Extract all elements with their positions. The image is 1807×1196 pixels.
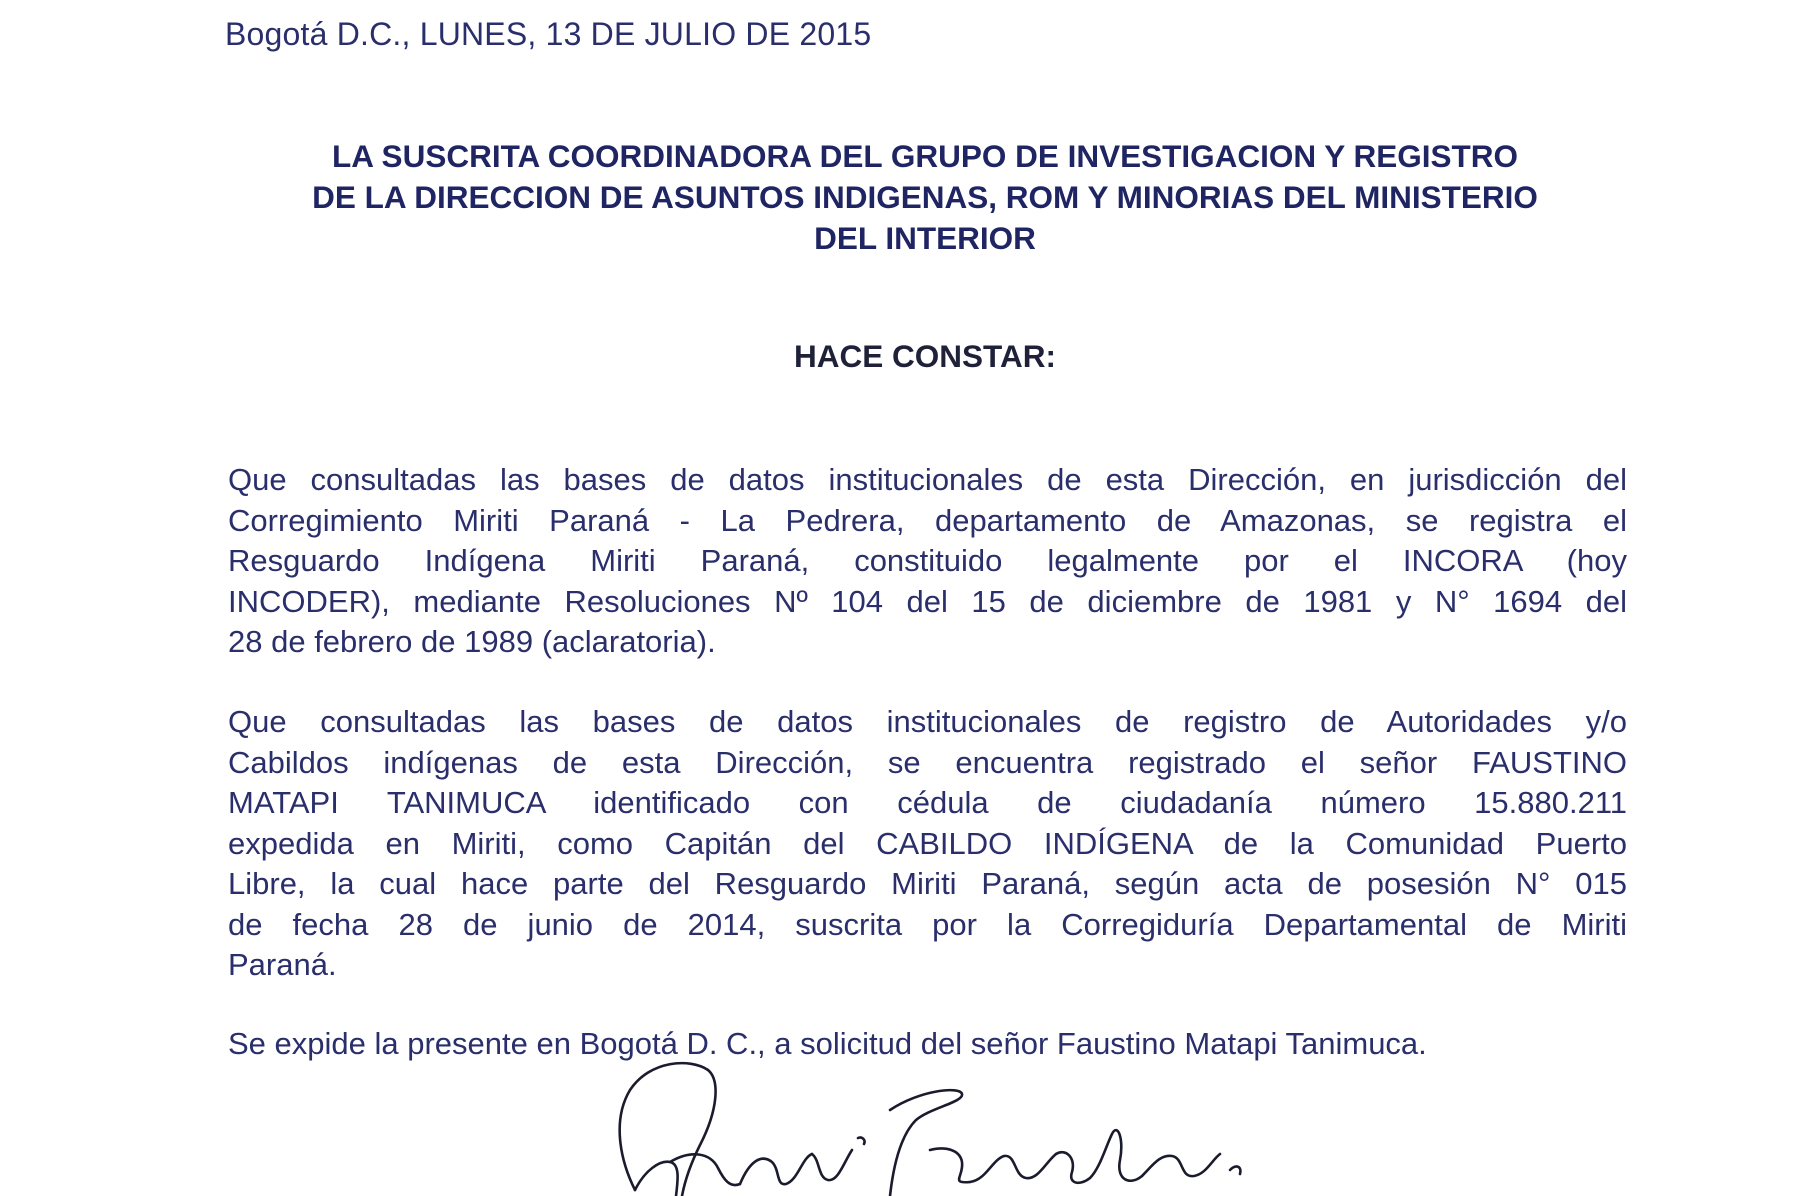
paragraph-line: Cabildos indígenas de esta Dirección, se encuentra registrado el señor FAUSTINO [228,744,1627,780]
document-heading [225,136,1625,259]
heading-line: LA SUSCRITA COORDINADORA DEL GRUPO DE INVESTIGACION Y REGISTRO [331,138,1519,174]
heading-line: DEL INTERIOR [814,220,1036,256]
paragraph-line: de fecha 28 de junio de 2014, suscrita por la Corregiduría Departamental de Miriti [228,906,1627,942]
paragraph-line: Resguardo Indígena Miriti Paraná, constituido legalmente por el INCORA (hoy [228,543,1627,578]
paragraph-line: Que consultadas las bases de datos institucionales de esta Dirección, en jurisdicción del [228,462,1627,497]
paragraph-resguardo [228,460,1627,663]
paragraph-line: 28 de febrero de 1989 (aclaratoria). [228,624,716,659]
hace-constar-heading: HACE CONSTAR: [794,338,1056,374]
paragraph-line: Que consultadas las bases de datos institucionales de registro de Autoridades y/o [228,704,1627,739]
paragraph-autoridad [228,702,1627,986]
paragraph-line: MATAPI TANIMUCA identificado con cédula de ciudadanía número 15.880.211 [228,785,1627,820]
paragraph-line: Libre, la cual hace parte del Resguardo Miriti Paraná, según acta de posesión N° 015 [228,866,1627,901]
paragraph-line: expedida en Miriti, como Capitán del CABILDO INDÍGENA de la Comunidad Puerto [228,825,1627,861]
paragraph-line: Se expide la presente en Bogotá D. C., a solicitud del señor Faustino Matapi Tanimuca. [228,1026,1427,1061]
heading-line: DE LA DIRECCION DE ASUNTOS INDIGENAS, ROM Y MINORIAS DEL MINISTERIO [312,179,1538,215]
handwritten-signature-icon [590,1050,1290,1196]
paragraph-line: Corregimiento Miriti Paraná - La Pedrera, departamento de Amazonas, se registra el [228,502,1627,538]
paragraph-line: Paraná. [228,947,337,982]
paragraph-line: INCODER), mediante Resoluciones Nº 104 del 15 de diciembre de 1981 y N° 1694 del [228,583,1627,619]
date-line: Bogotá D.C., LUNES, 13 DE JULIO DE 2015 [225,16,872,52]
